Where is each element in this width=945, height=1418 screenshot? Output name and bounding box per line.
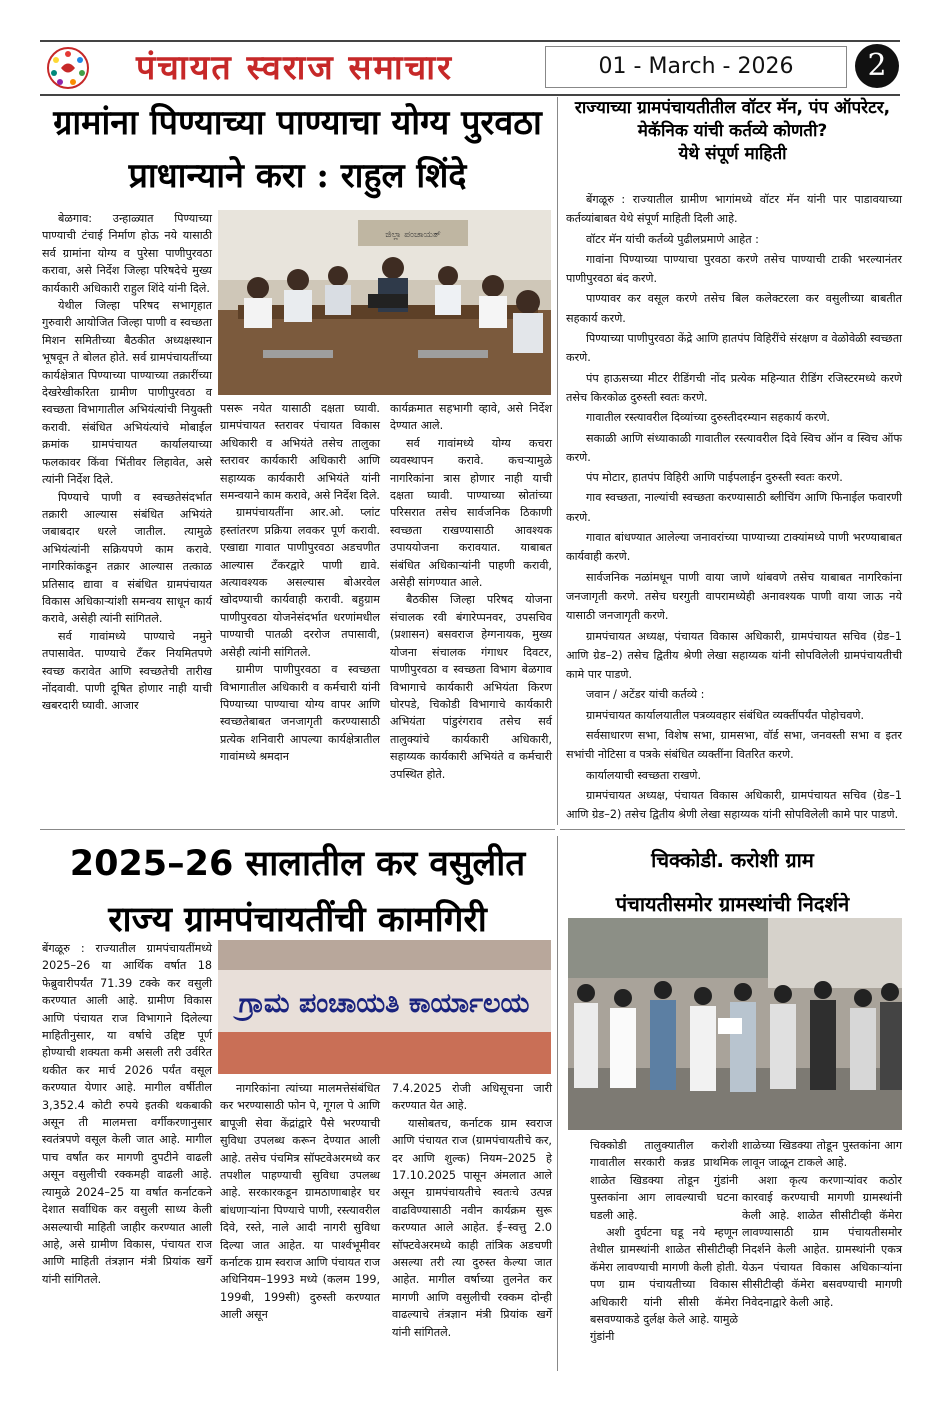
column-divider	[557, 836, 558, 1371]
article1-paragraph: ग्रामीण पाणीपुरवठा व स्वच्छता विभागातील अधिकारी व कर्मचारी यांनी पिण्याच्या पाण्याचा योग्य वापर आणि स्वच्छतेबाबत जनजागृती करण्यासाठी प्रत्येक शनिवारी आपल्या कार्यक्षेत्रातील गावांमध्ये श्रमदान	[220, 663, 380, 764]
article4-headline-line2: पंचायतीसमोर ग्रामस्थांची निदर्शने	[615, 892, 850, 916]
article3-column-2	[220, 1080, 380, 1324]
panchayat-logo-icon	[46, 46, 90, 90]
article2-paragraph: पंप मोटार, हातपंप विहिरी आणि पाईपलाईन दुरुस्ती स्वतः करणे.	[586, 471, 843, 485]
article2-paragraph: सार्वजनिक नळांमधून पाणी वाया जाणे थांबवणे तसेच याबाबत नागरिकांना जनजागृती करणे. तसेच घरगुती वापरामध्येही अनावश्यक पाणी वाया जाऊ नये यासाठी जनजागृती करणे.	[566, 570, 902, 623]
article1-paragraph: सर्व गावांमध्ये योग्य कचरा व्यवस्थापन करावे. कचऱ्यामुळे नागरिकांना त्रास होणार नाही याची दक्षता घ्यावी. पाण्याच्या स्रोतांच्या परिसरात तसेच सार्वजनिक ठिकाणी स्वच्छता राखण्यासाठी आवश्यक उपाययोजना करावयात. याबाबत संबंधित अधिकाऱ्यांनी पाहणी करावी, असेही सांगण्यात आले.	[390, 436, 552, 590]
article3-paragraph: 7.4.2025 रोजी अधिसूचना जारी करण्यात येत आहे.	[392, 1082, 552, 1113]
article1-column-3	[390, 400, 552, 783]
article2-paragraph: पंप हाऊसच्या मीटर रीडिंगची नोंद प्रत्येक महिन्यात रीडिंग रजिस्टरमध्ये करणे तसेच किरकोळ दुरुस्ती स्वतः करणे.	[566, 371, 902, 404]
article3-paragraph: यासोबतच, कर्नाटक ग्राम स्वराज आणि पंचायत राज (ग्रामपंचायतीचे कर, दर आणि शुल्क) नियम–2025 हे 17.10.2025 पासून अंमलात आले असून ग्रामपंचायतीचे स्वतःचे उत्पन्न वाढविण्यासाठी नवीन कार्यक्रम सुरू करण्यात आले आहेत. ई–स्वत्तु 2.0 सॉफ्टवेअरमध्ये काही तांत्रिक अडचणी असल्या तरी त्या दुरुस्त केल्या जात आहेत. मागील वर्षाच्या तुलनेत कर मागणी आणि वसुलीची रक्कम दोन्ही वाढल्याचे तंत्रज्ञान मंत्री प्रियांक खर्गे यांनी सांगितले.	[392, 1116, 552, 1339]
article2-headline	[560, 97, 905, 166]
masthead	[40, 40, 900, 96]
gram-panchayat-office-photo	[218, 940, 551, 1074]
article1-headline: ग्रामांना पिण्याच्या पाण्याचा योग्य पुरवठा प्राधान्याने करा : राहुल शिंदे	[53, 103, 542, 196]
article1-paragraph: बेळगाव: उन्हाळ्यात पिण्याच्या पाण्याची टंचाई निर्माण होऊ नये यासाठी सर्व ग्रामांना योग्य व पुरेसा पाणीपुरवठा करावा, असे निर्देश जिल्हा परिषदेचे मुख्य कार्यकारी अधिकारी राहुल शिंदे यांनी दिले.	[42, 212, 212, 295]
article3-column-3	[392, 1080, 552, 1341]
article1-paragraph: ग्रामपंचायतींना आर.ओ. प्लांट हस्तांतरण प्रक्रिया लवकर पूर्ण करावी. एखाद्या गावात पाणीपुरवठा अडचणीत आल्यास टँकरद्वारे पाणी द्यावे. अत्यावश्यक असल्यास बोअरवेल खोदण्याची कार्यवाही करावी. बहुग्राम पाणीपुरवठा योजनेसंदर्भात धरणांमधील पाण्याची पातळी दररोज तपासावी, असेही त्यांनी सांगितले.	[220, 506, 380, 659]
article3-paragraph: नागरिकांना त्यांच्या मालमत्तेसंबंधित कर भरण्यासाठी फोन पे, गूगल पे आणि बापूजी सेवा केंद्रांद्वारे पैसे भरण्याची सुविधा उपलब्ध करून देण्यात आली आहे. तसेच पंचमित्र सॉफ्टवेअरमध्ये कर तपशील पाहण्याची सुविधा उपलब्ध आहे. सरकारकडून ग्रामठाणाबाहेर घर बांधणाऱ्यांना पिण्याचे पाणी, रस्त्यावरील दिवे, रस्ते, नाले आदी नागरी सुविधा दिल्या जात आहेत. या पार्श्वभूमीवर कर्नाटक ग्राम स्वराज आणि पंचायत राज अधिनियम–1993 मध्ये (कलम 199, 199बी, 199सी) दुरुस्ती करण्यात आली असून	[220, 1082, 380, 1322]
article2-paragraph: गावातील रस्त्यावरील दिव्यांच्या दुरुस्तीदरम्यान सहकार्य करणे.	[586, 411, 830, 425]
article1-paragraph: कार्यक्रमात सहभागी व्हावे, असे निर्देश देण्यात आले.	[390, 402, 552, 433]
article2-paragraph: सर्वसाधारण सभा, विशेष सभा, ग्रामसभा, वॉर्ड सभा, जनवस्ती सभा व इतर सभांची नोटिसा व पत्रके संबंधित व्यक्तींना वितरित करणे.	[566, 729, 902, 762]
article4-paragraph: अशी दुर्घटना घडू नये म्हणून तेथील ग्रामस्थांनी शाळेत सीसीटीव्ही कॅमेरा लावण्याची मागणी केली होती. पण ग्राम पंचायतीच्या विकास अधिकारी यांनी सीसी कॅमेरा बसवण्याकडे दुर्लक्ष केले आहे. यामुळे गुंडांनी	[590, 1226, 738, 1344]
protest-photo	[568, 918, 902, 1130]
article2-paragraph: कार्यालयाची स्वच्छता राखणे.	[586, 768, 702, 782]
article3-headline: 2025–26 सालातील कर वसुलीत राज्य ग्रामपंचायतींची कामगिरी	[69, 844, 526, 940]
article1-paragraph: पिण्याचे पाणी व स्वच्छतेसंदर्भात तक्रारी आल्यास संबंधित अभियंते जबाबदार धरले जातील. त्यामुळे अभियंत्यांनी सक्रियपणे काम करावे. नागरिकांकडून तक्रार आल्यास तत्काळ प्रतिसाद द्यावा व संबंधित ग्रामपंचायत विकास अधिकाऱ्यांशी समन्वय साधून कार्य करावे, असेही त्यांनी सांगितले.	[42, 490, 212, 626]
article2-body	[566, 190, 902, 826]
article1-paragraph: बैठकीस जिल्हा परिषद योजना संचालक रवी बंगारेप्पनवर, उपसचिव (प्रशासन) बसवराज हेग्गनायक, मुख्य योजना संचालक गंगाधर दिवटर, पाणीपुरवठा व स्वच्छता विभाग बेळगाव विभागाचे कार्यकारी अभियंता किरण घोरपडे, चिकोडी विभागाचे कार्यकारी अभियंता पांडुरंगराव तसेच सर्व तालुक्यांचे कार्यकारी अधिकारी, सहाय्यक कार्यकारी अभियंते व कर्मचारी उपस्थित होते.	[390, 593, 552, 781]
article2-paragraph: ग्रामपंचायत अध्यक्ष, पंचायत विकास अधिकारी, ग्रामपंचायत सचिव (ग्रेड–1 आणि ग्रेड–2) तसेच द्वितीय श्रेणी लेखा सहाय्यक यांनी सोपविलेली ग्रामपंचायतीची कामे पार पाडणे.	[566, 629, 902, 682]
article1-paragraph: येथील जिल्हा परिषद सभागृहात गुरुवारी आयोजित जिल्हा पाणी व स्वच्छता मिशन समितीच्या बैठकीत अध्यक्षस्थान भूषवून ते बोलत होते. सर्व ग्रामपंचायतींच्या कार्यक्षेत्रात पिण्याच्या पाण्याच्या तक्रारींच्या देखरेखीकरिता ग्रामीण पाणीपुरवठा व स्वच्छता विभागातील अभियंत्यांची नियुक्ती करावी. संबंधित अभियंत्यांचे मोबाईल क्रमांक ग्रामपंचायत कार्यालयाच्या फलकावर किंवा भिंतीवर लिहावेत, असे त्यांनी निर्देश दिले.	[42, 299, 212, 487]
article2-paragraph: गावांना पिण्याच्या पाण्याचा पुरवठा करणे तसेच पाण्याची टाकी भरल्यानंतर पाणीपुरवठा बंद करणे.	[566, 252, 902, 286]
article2-paragraph: सकाळी आणि संध्याकाळी गावातील रस्त्यावरील दिवे स्विच ऑन व स्विच ऑफ करणे.	[566, 431, 902, 464]
article2-subtitle: येथे संपूर्ण माहिती	[678, 144, 787, 164]
article2-title: राज्याच्या ग्रामपंचायतीतील वॉटर मॅन, पंप ऑपरेटर, मेकॅनिक यांची कर्तव्ये कोणती?	[574, 98, 891, 141]
article2-paragraph: ग्रामपंचायत कार्यालयातील पत्रव्यवहार संबंधित व्यक्तींपर्यंत पोहोचवणे.	[586, 708, 865, 722]
meeting-photo	[218, 210, 551, 395]
article4-headline	[560, 838, 905, 926]
article1-paragraph: पसरू नयेत यासाठी दक्षता घ्यावी. ग्रामपंचायत स्तरावर पंचायत विकास अधिकारी व अभियंते तसेच तालुका स्तरावर कार्यकारी अधिकारी आणि सहाय्यक कार्यकारी अभियंते यांनी समन्वयाने काम करावे, असे निर्देश दिले.	[220, 402, 380, 503]
issue-date: 01 - March - 2026	[545, 46, 847, 88]
article3-column-1	[42, 940, 212, 1288]
article3-paragraph: बेंगळूरु : राज्यातील ग्रामपंचायतींमध्ये 2025–26 या आर्थिक वर्षात 18 फेब्रुवारीपर्यंत 71.39 टक्के कर वसुली करण्यात आली आहे. ग्रामीण विकास आणि पंचायत राज विभागाने दिलेल्या माहितीनुसार, या वर्षाचे उद्दिष्ट पूर्ण होण्याची शक्यता कमी असली तरी उर्वरित थकीत कर मार्च 2026 पर्यंत वसूल करण्यात येणार आहे. मागील वर्षीतील 3,352.4 कोटी रुपये इतकी थकबाकी असून ती मालमत्ता वर्गीकरणानुसार स्वतंत्रपणे वसूल केली जात आहे. मागील पाच वर्षांत कर मागणी दुपटीने वाढली असून वसुलीची रक्कमही वाढली आहे. त्यामुळे 2024–25 या वर्षात कर्नाटकने देशात सर्वाधिक कर वसुली साध्य केली असल्याची माहिती जाहीर करण्यात आली आहे, असे ग्रामीण विकास, पंचायत राज आणि माहिती तंत्रज्ञान मंत्री प्रियांक खर्गे यांनी सांगितले.	[42, 942, 212, 1286]
article2-paragraph: वॉटर मॅन यांची कर्तव्ये पुढीलप्रमाणे आहेत :	[586, 232, 759, 246]
article2-paragraph: बेंगळूरु : राज्यातील ग्रामीण भागांमध्ये वॉटर मॅन यांनी पार पाडावयाच्या कर्तव्यांबाबत येथे संपूर्ण माहिती दिली आहे.	[566, 193, 902, 226]
article2-paragraph: पाण्यावर कर वसूल करणे तसेच बिल कलेक्टरला कर वसुलीच्या बाबतीत सहकार्य करणे.	[566, 292, 902, 325]
article4-column-1	[590, 1137, 738, 1346]
article2-paragraph: गावात बांधण्यात आलेल्या जनावरांच्या पाण्याच्या टाक्यांमध्ये पाणी भरण्याबाबत कार्यवाही करणे.	[566, 531, 902, 564]
article4-paragraph: शाळेच्या खिडक्या तोडून पुस्तकांना आग लावून जाळून टाकले आहे.	[742, 1139, 902, 1170]
article1-column-1	[42, 210, 212, 715]
section-divider	[560, 829, 905, 830]
article4-paragraph: अशा कृत्य करणाऱ्यांवर कठोर कारवाई करण्याची मागणी ग्रामस्थांनी केली आहे. शाळेत सीसीटीव्ही कॅमेरा लावण्यासाठी ग्राम पंचायतीसमोर निदर्शने केली आहेत. ग्रामस्थांनी एकत्र येऊन पंचायत विकास अधिकाऱ्यांना सीसीटीव्ही कॅमेरा बसवण्याची मागणी निवेदनाद्वारे केली आहे.	[742, 1173, 902, 1309]
masthead-title: पंचायत स्वराज समाचार	[136, 48, 453, 88]
meeting-photo-sign: ಜಿಲ್ಲಾ ಪಂಚಾಯತ್	[385, 230, 441, 240]
article4-column-2	[742, 1137, 902, 1311]
column-divider	[557, 97, 558, 825]
article1-column-2	[220, 400, 380, 766]
article2-paragraph: ग्रामपंचायत अध्यक्ष, पंचायत विकास अधिकारी, ग्रामपंचायत सचिव (ग्रेड–1 आणि ग्रेड–2) तसेच द्वितीय श्रेणी लेखा सहाय्यक यांनी सोपविलेली कामे पार पाडणे.	[566, 788, 902, 822]
article2-paragraph: गाव स्वच्छता, नाल्यांची स्वच्छता करण्यासाठी ब्लीचिंग आणि फिनाईल फवारणी करणे.	[566, 491, 902, 524]
section-divider	[40, 829, 555, 830]
article1-paragraph: सर्व गावांमध्ये पाण्याचे नमुने तपासावेत. पाण्याचे टँकर नियमितपणे स्वच्छ करावेत आणि स्वच्छतेची तारीख नोंदवावी. पाणी दूषित होणार नाही याची खबरदारी घ्यावी. आजार	[42, 629, 212, 713]
article2-paragraph: पिण्याच्या पाणीपुरवठा केंद्रे आणि हातपंप विहिरींचे संरक्षण व वेळोवेळी स्वच्छता करणे.	[566, 332, 902, 365]
office-sign-text: ಗ್ರಾಮ ಪಂಚಾಯತಿ ಕಾರ್ಯಾಲಯ	[238, 988, 530, 1019]
article2-paragraph: जवान / अटेंडर यांची कर्तव्ये :	[586, 688, 705, 702]
article4-paragraph: चिक्कोडी तालुक्यातील करोशी गावातील सरकारी कन्नड प्राथमिक शाळेत खिडक्या तोडून गुंडांनी पुस्तकांना आग लावल्याची घटना घडली आहे.	[590, 1139, 738, 1222]
article4-headline-line1: चिक्कोडी. करोशी ग्राम	[651, 848, 814, 872]
page-number: 2	[855, 44, 899, 88]
